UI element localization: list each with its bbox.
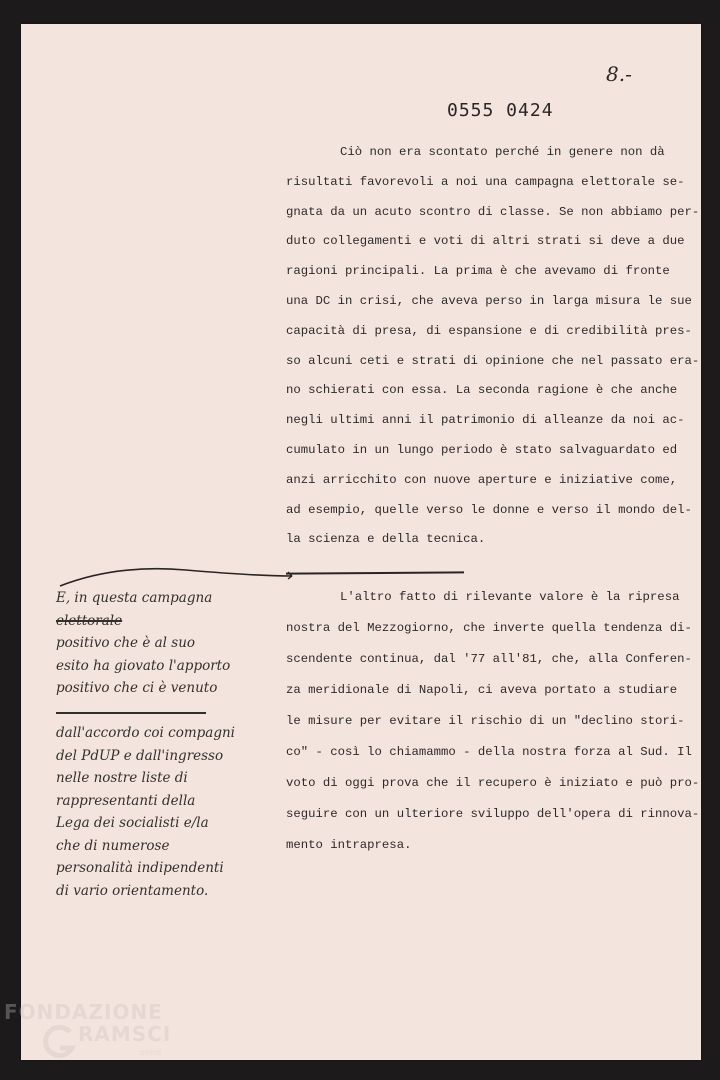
typed-line: no schierati con essa. La seconda ragione è che anche bbox=[286, 383, 678, 398]
gramsci-logo-icon bbox=[38, 1022, 78, 1062]
typed-line: mento intrapresa. bbox=[286, 838, 412, 852]
fondazione-gramsci-watermark bbox=[4, 1000, 184, 1070]
watermark-line2: RAMSCI bbox=[78, 1022, 172, 1046]
typed-line: anzi arricchito con nuove aperture e iniziative come, bbox=[286, 472, 678, 487]
typed-line: Ciò non era scontato perché in genere non dà bbox=[340, 145, 665, 159]
typed-line: risultati favorevoli a noi una campagna elettorale se- bbox=[286, 174, 685, 189]
handwritten-line: nelle nostre liste di bbox=[56, 770, 188, 786]
typed-line: so alcuni ceti e strati di opinione che nel passato era- bbox=[286, 353, 700, 368]
archive-reference-number: 0555 0424 bbox=[447, 100, 554, 121]
typed-line: za meridionale di Napoli, ci aveva portato a studiare bbox=[286, 683, 678, 697]
typed-line: le misure per evitare il rischio di un "declino stori- bbox=[286, 714, 685, 728]
typed-line: gnata da un acuto scontro di classe. Se non abbiamo per- bbox=[286, 204, 700, 219]
typed-line: co" - così lo chiamammo - della nostra forza al Sud. Il bbox=[286, 745, 692, 759]
handwritten-line: E, in questa campagna bbox=[56, 590, 213, 606]
handwritten-line bbox=[56, 712, 206, 714]
typed-line: capacità di presa, di espansione e di credibilità pres- bbox=[286, 323, 692, 338]
handwritten-line: personalità indipendenti bbox=[56, 860, 224, 876]
typed-line: la scienza e della tecnica. bbox=[286, 532, 486, 547]
watermark-line1: FONDAZIONE bbox=[4, 1000, 163, 1024]
handwritten-line: elettorale bbox=[56, 612, 123, 629]
typed-line: seguire con un ulteriore sviluppo dell'opera di rinnova- bbox=[286, 807, 700, 821]
handwritten-bracket-arc bbox=[56, 562, 296, 592]
typed-line: duto collegamenti e voti di altri strati si deve a due bbox=[286, 234, 685, 249]
handwritten-line: positivo che ci è venuto bbox=[56, 680, 218, 696]
typed-line: negli ultimi anni il patrimonio di alleanze da noi ac- bbox=[286, 413, 685, 428]
handwritten-line: del PdUP e dall'ingresso bbox=[56, 747, 224, 764]
typed-line: scendente continua, dal '77 all'81, che, alla Conferen- bbox=[286, 652, 692, 666]
typed-line: voto di oggi prova che il recupero è iniziato e può pro- bbox=[286, 776, 700, 790]
handwritten-line: di vario orientamento. bbox=[56, 882, 209, 899]
handwritten-line: rappresentanti della bbox=[56, 792, 196, 809]
typed-line: ad esempio, quelle verso le donne e verso il mondo del- bbox=[286, 502, 692, 517]
typed-line: L'altro fatto di rilevante valore è la ripresa bbox=[340, 590, 680, 604]
handwritten-line: che di numerose bbox=[56, 837, 170, 854]
handwritten-line: dall'accordo coi compagni bbox=[56, 725, 235, 741]
typed-line: nostra del Mezzogiorno, che inverte quella tendenza di- bbox=[286, 621, 692, 635]
handwritten-line: Lega dei socialisti e/la bbox=[56, 815, 209, 831]
page-number: 8.- bbox=[606, 62, 632, 86]
watermark-line3: onlus bbox=[140, 1048, 162, 1057]
handwritten-line: esito ha giovato l'apporto bbox=[56, 657, 231, 674]
handwritten-line: positivo che è al suo bbox=[56, 635, 196, 651]
typed-line: ragioni principali. La prima è che avevamo di fronte bbox=[286, 264, 670, 279]
typed-line: una DC in crisi, che aveva perso in larga misura le sue bbox=[286, 294, 692, 308]
typed-line: cumulato in un lungo periodo è stato salvaguardato ed bbox=[286, 443, 678, 457]
